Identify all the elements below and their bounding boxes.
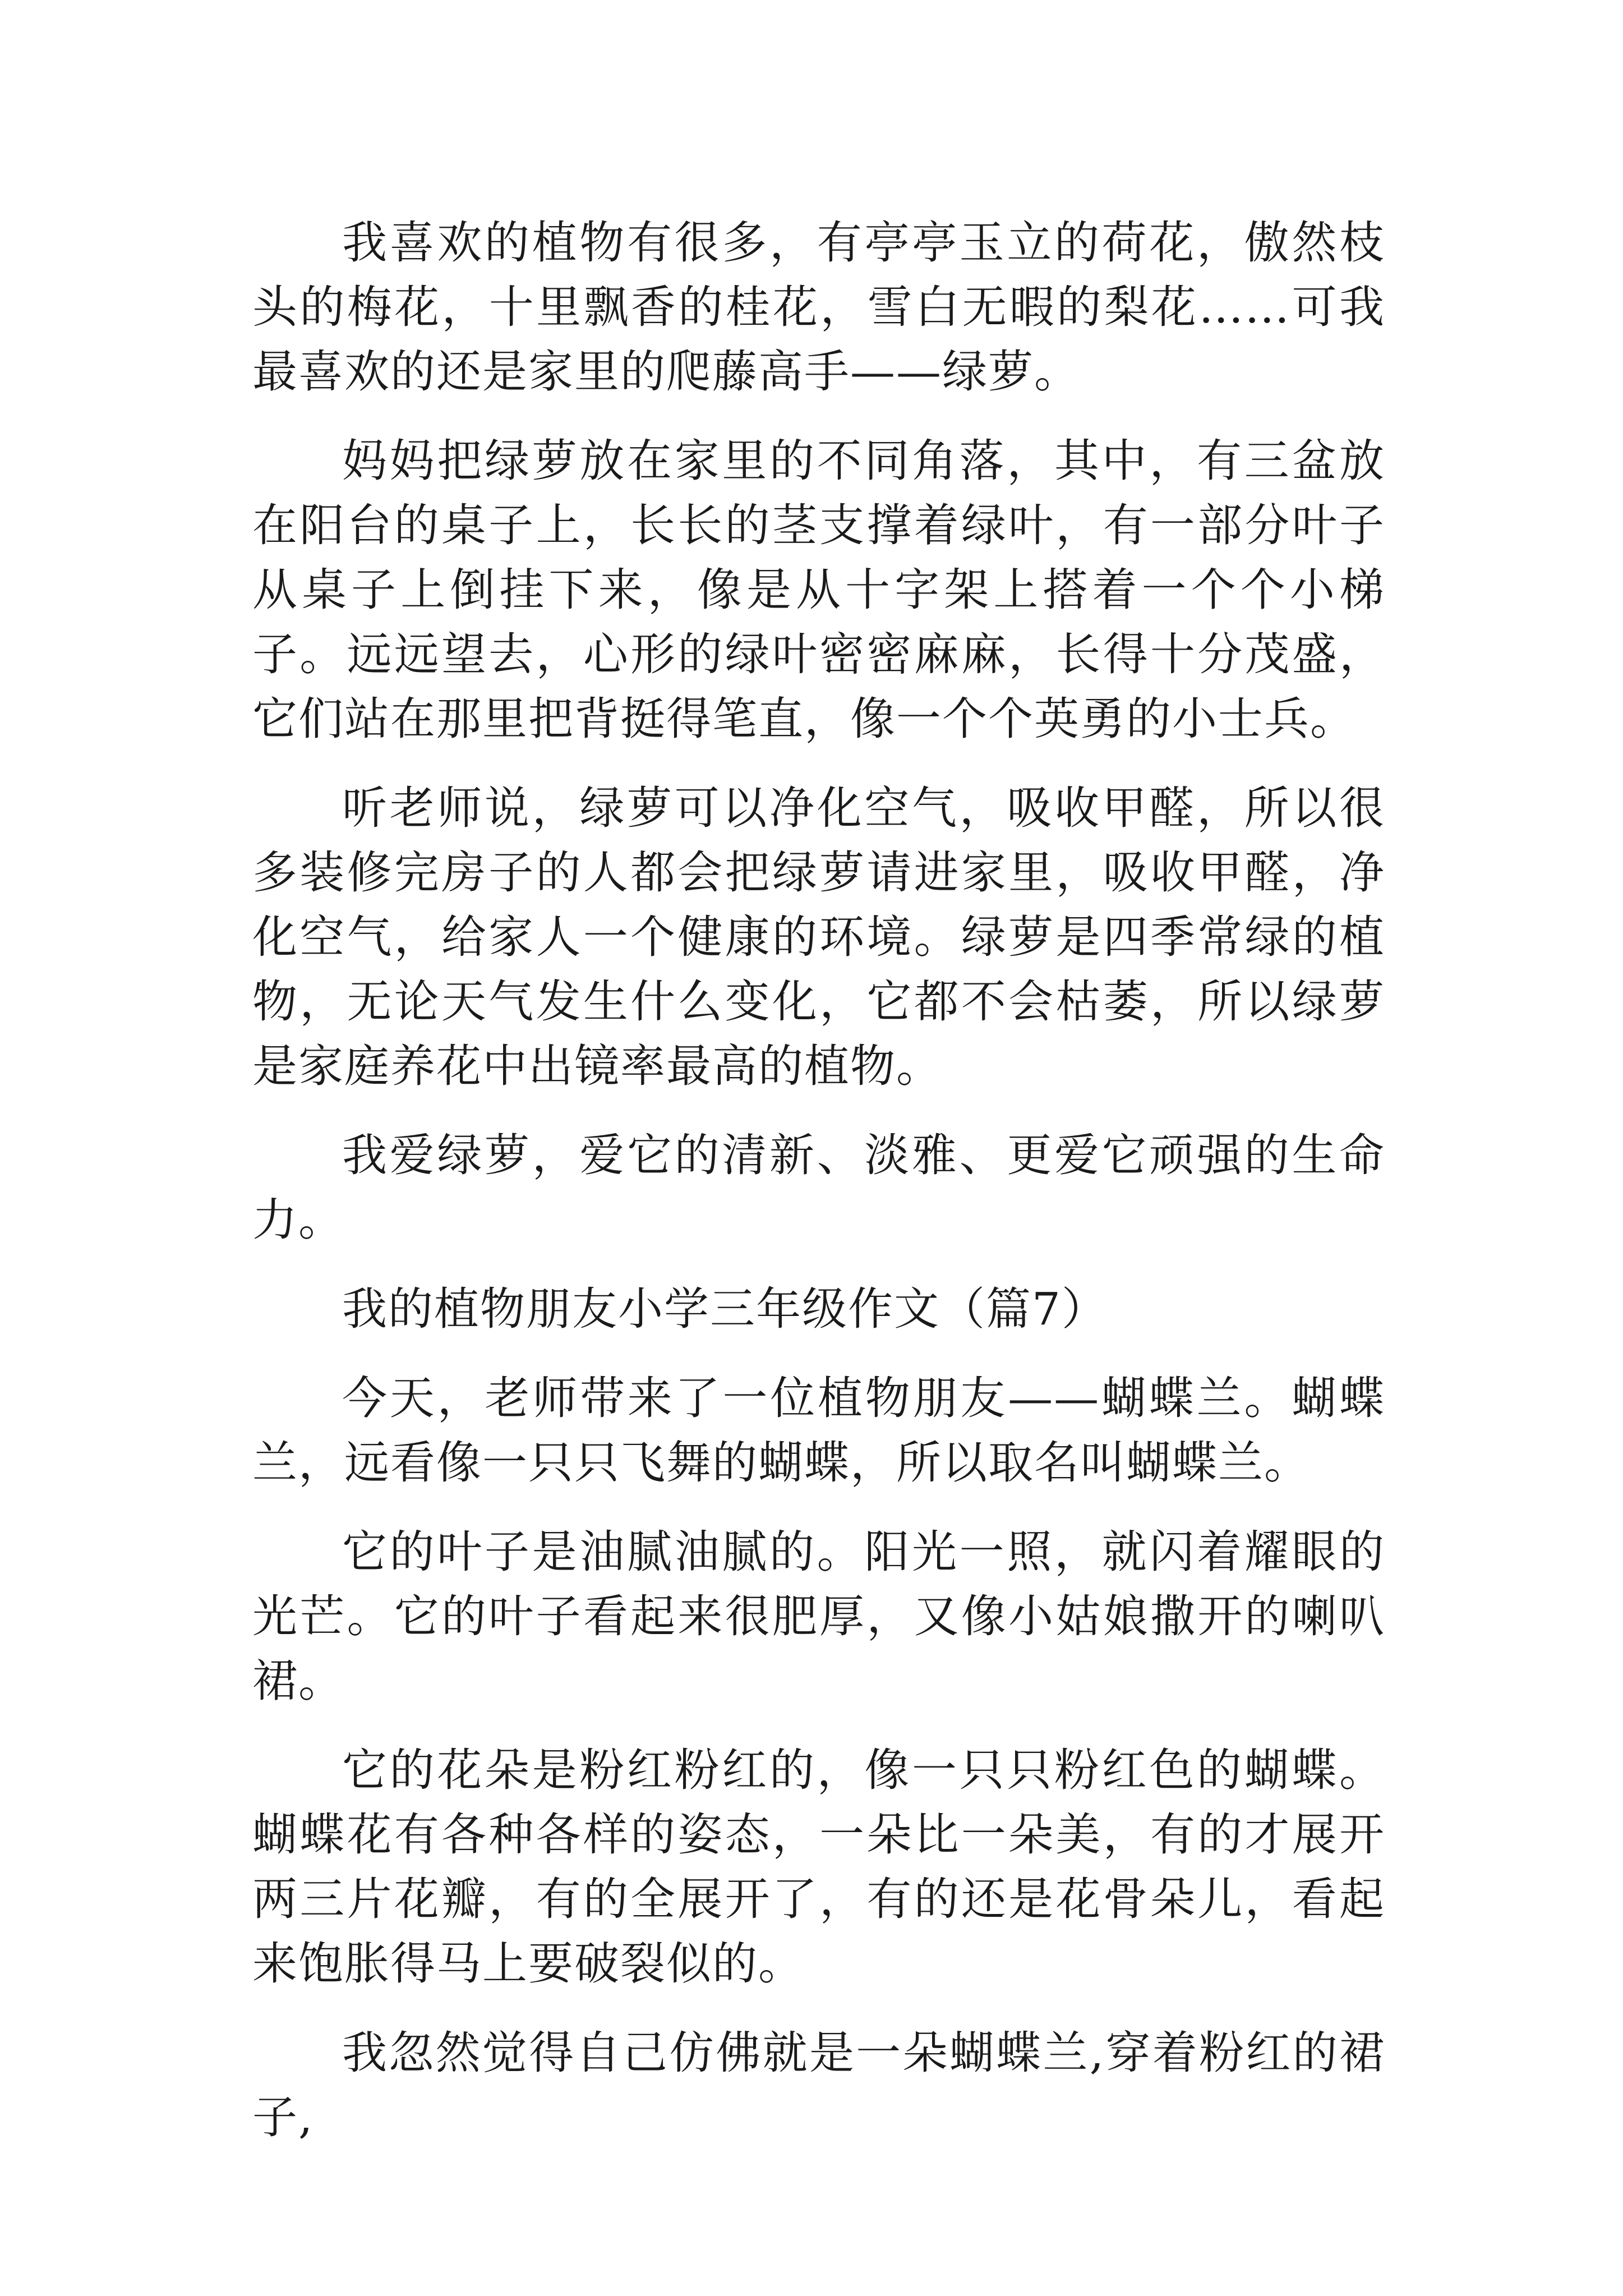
paragraph-3: 听老师说，绿萝可以净化空气，吸收甲醛，所以很多装修完房子的人都会把绿萝请进家里，吸收甲醛，净化空气，给家人一个健康的环境。绿萝是四季常绿的植物，无论天气发生什么变化，它都不会枯萎，所以绿萝是家庭养花中出镜率最高的植物。 [252, 782, 1385, 1092]
paragraph-1: 我喜欢的植物有很多，有亭亭玉立的荷花，傲然枝头的梅花，十里飘香的桂花，雪白无暇的梨花……可我最喜欢的还是家里的爬藤高手——绿萝。 [252, 217, 1385, 398]
paragraph-5: 今天，老师带来了一位植物朋友——蝴蝶兰。蝴蝶兰，远看像一只只飞舞的蝴蝶，所以取名叫蝴蝶兰。 [252, 1372, 1385, 1489]
paragraph-4: 我爱绿萝，爱它的清新、淡雅、更爱它顽强的生命力。 [252, 1129, 1385, 1246]
paragraph-6: 它的叶子是油腻油腻的。阳光一照，就闪着耀眼的光芒。它的叶子看起来很肥厚，又像小姑娘撒开的喇叭裙。 [252, 1526, 1385, 1707]
essay-body [252, 210, 1385, 2174]
section-heading: 我的植物朋友小学三年级作文（篇7） [342, 1283, 1108, 1335]
paragraph-8: 我忽然觉得自己仿佛就是一朵蝴蝶兰,穿着粉红的裙子, [252, 2027, 1385, 2143]
paragraph-2: 妈妈把绿萝放在家里的不同角落，其中，有三盆放在阳台的桌子上，长长的茎支撑着绿叶，有一部分叶子从桌子上倒挂下来，像是从十字架上搭着一个个小梯子。远远望去，心形的绿叶密密麻麻，长得十分茂盛，它们站在那里把背挺得笔直，像一个个英勇的小士兵。 [252, 435, 1385, 745]
paragraph-7: 它的花朵是粉红粉红的，像一只只粉红色的蝴蝶。蝴蝶花有各种各样的姿态，一朵比一朵美，有的才展开两三片花瓣，有的全展开了，有的还是花骨朵儿，看起来饱胀得马上要破裂似的。 [252, 1744, 1385, 1990]
